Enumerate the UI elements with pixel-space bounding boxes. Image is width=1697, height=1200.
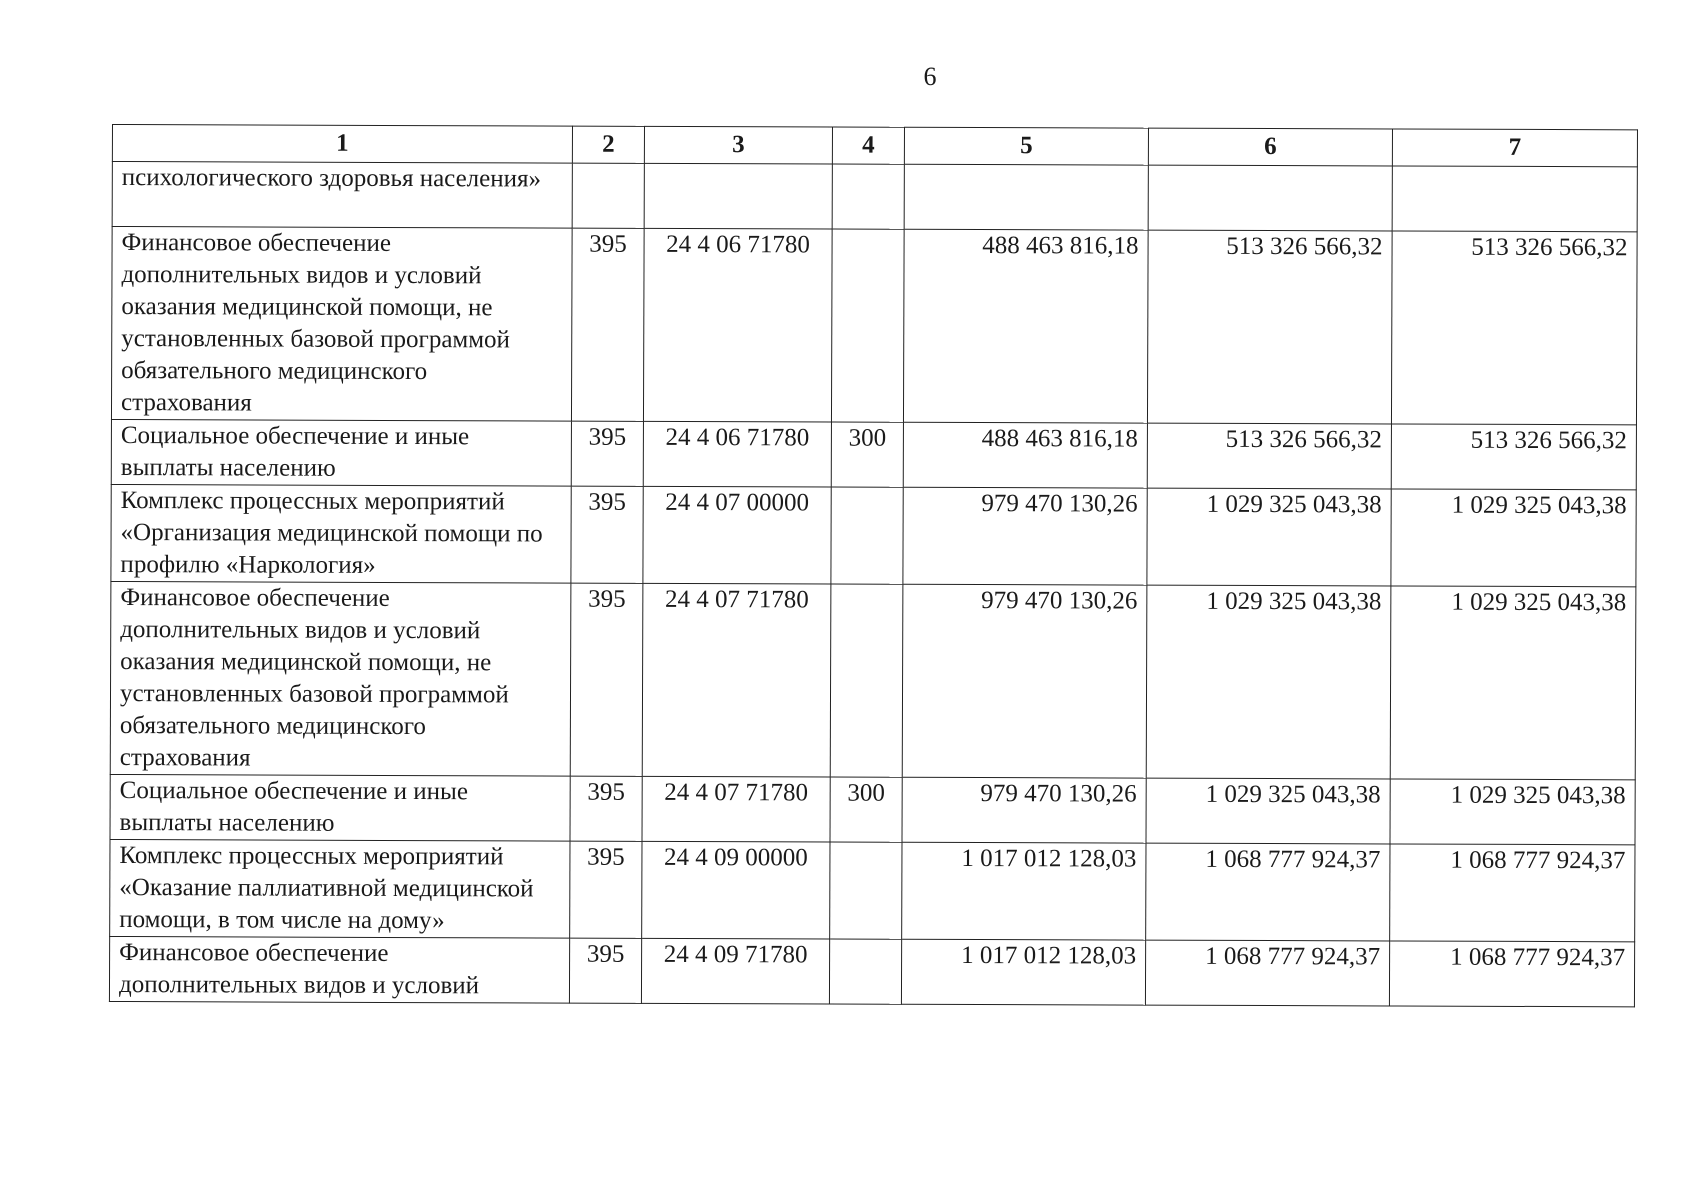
column-header-4: 4 bbox=[832, 127, 904, 164]
table-row bbox=[111, 484, 1636, 586]
target-article-code: 24 4 07 00000 bbox=[643, 486, 831, 584]
amount-col-6 bbox=[1148, 165, 1392, 231]
column-header-3: 3 bbox=[644, 126, 832, 164]
target-article-code: 24 4 06 71780 bbox=[643, 228, 832, 422]
expense-type-code bbox=[831, 487, 903, 584]
expense-type-code bbox=[829, 939, 901, 1004]
amount-col-7: 513 326 566,32 bbox=[1391, 231, 1637, 425]
column-header-7: 7 bbox=[1392, 129, 1637, 167]
item-name: Социальное обеспечение и иные выплаты населению bbox=[111, 419, 571, 486]
amount-col-5: 979 470 130,26 bbox=[902, 584, 1147, 778]
table-row bbox=[109, 936, 1634, 1006]
target-article-code: 24 4 09 71780 bbox=[641, 938, 829, 1004]
amount-col-7: 1 029 325 043,38 bbox=[1390, 586, 1636, 780]
target-article-code: 24 4 09 00000 bbox=[642, 841, 830, 939]
ministry-code: 395 bbox=[571, 421, 643, 486]
table-row bbox=[110, 839, 1635, 941]
ministry-code: 395 bbox=[571, 486, 643, 583]
amount-col-5: 488 463 816,18 bbox=[903, 422, 1147, 488]
ministry-code: 395 bbox=[570, 583, 643, 776]
amount-col-7: 1 029 325 043,38 bbox=[1391, 489, 1636, 587]
expense-type-code: 300 bbox=[830, 777, 902, 842]
amount-col-6: 513 326 566,32 bbox=[1147, 230, 1392, 424]
target-article-code: 24 4 07 71780 bbox=[642, 583, 831, 777]
header-row bbox=[112, 125, 1637, 167]
column-header-6: 6 bbox=[1148, 128, 1392, 166]
amount-col-5: 979 470 130,26 bbox=[902, 777, 1146, 843]
item-name: Социальное обеспечение и иные выплаты населению bbox=[110, 774, 570, 841]
item-name: Комплекс процессных мероприятий «Организация медицинской помощи по профилю «Наркология» bbox=[111, 484, 571, 583]
expense-type-code bbox=[831, 229, 904, 422]
amount-col-6: 1 068 777 924,37 bbox=[1146, 843, 1390, 941]
ministry-code bbox=[572, 163, 644, 228]
expense-type-code: 300 bbox=[831, 422, 903, 487]
column-header-1: 1 bbox=[112, 125, 572, 164]
item-name: Комплекс процессных мероприятий «Оказание паллиативной медицинской помощи, в том числе на дому» bbox=[110, 839, 570, 938]
expense-type-code bbox=[830, 842, 902, 939]
amount-col-5: 1 017 012 128,03 bbox=[902, 842, 1146, 940]
amount-col-5: 1 017 012 128,03 bbox=[901, 939, 1145, 1005]
amount-col-6: 513 326 566,32 bbox=[1147, 423, 1391, 489]
budget-table bbox=[109, 124, 1638, 1007]
ministry-code: 395 bbox=[569, 938, 641, 1003]
item-name: Финансовое обеспечение дополнительных видов и условий bbox=[109, 936, 569, 1003]
item-name: психологического здоровья населения» bbox=[112, 162, 572, 229]
amount-col-7: 1 068 777 924,37 bbox=[1390, 844, 1635, 942]
table-row bbox=[111, 227, 1637, 425]
amount-col-7: 1 068 777 924,37 bbox=[1389, 941, 1634, 1007]
expense-type-code bbox=[832, 164, 904, 229]
item-name: Финансовое обеспечение дополнительных видов и условий оказания медицинской помощи, не установленных базовой программой обязательного медицинского страхования bbox=[110, 581, 571, 776]
item-name: Финансовое обеспечение дополнительных видов и условий оказания медицинской помощи, не установленных базовой программой обязательного медицинского страхования bbox=[111, 227, 572, 422]
amount-col-6: 1 029 325 043,38 bbox=[1147, 488, 1391, 586]
amount-col-6: 1 029 325 043,38 bbox=[1146, 778, 1390, 844]
table-row bbox=[111, 419, 1636, 489]
ministry-code: 395 bbox=[570, 776, 642, 841]
amount-col-5: 488 463 816,18 bbox=[903, 229, 1148, 423]
amount-col-7: 513 326 566,32 bbox=[1391, 424, 1636, 490]
amount-col-7: 1 029 325 043,38 bbox=[1390, 779, 1635, 845]
amount-col-6: 1 029 325 043,38 bbox=[1146, 585, 1391, 779]
table-row bbox=[112, 162, 1637, 232]
column-header-5: 5 bbox=[904, 127, 1148, 165]
expense-type-code bbox=[830, 584, 903, 777]
target-article-code bbox=[644, 163, 832, 229]
ministry-code: 395 bbox=[570, 841, 642, 938]
table-row bbox=[110, 774, 1635, 844]
amount-col-6: 1 068 777 924,37 bbox=[1145, 940, 1389, 1006]
amount-col-5 bbox=[904, 164, 1148, 230]
ministry-code: 395 bbox=[571, 228, 644, 421]
table-row bbox=[110, 581, 1636, 779]
target-article-code: 24 4 07 71780 bbox=[642, 776, 830, 842]
amount-col-5: 979 470 130,26 bbox=[903, 487, 1147, 585]
column-header-2: 2 bbox=[572, 126, 644, 163]
page-number: 6 bbox=[923, 62, 937, 91]
target-article-code: 24 4 06 71780 bbox=[643, 421, 831, 487]
amount-col-7 bbox=[1392, 166, 1637, 232]
